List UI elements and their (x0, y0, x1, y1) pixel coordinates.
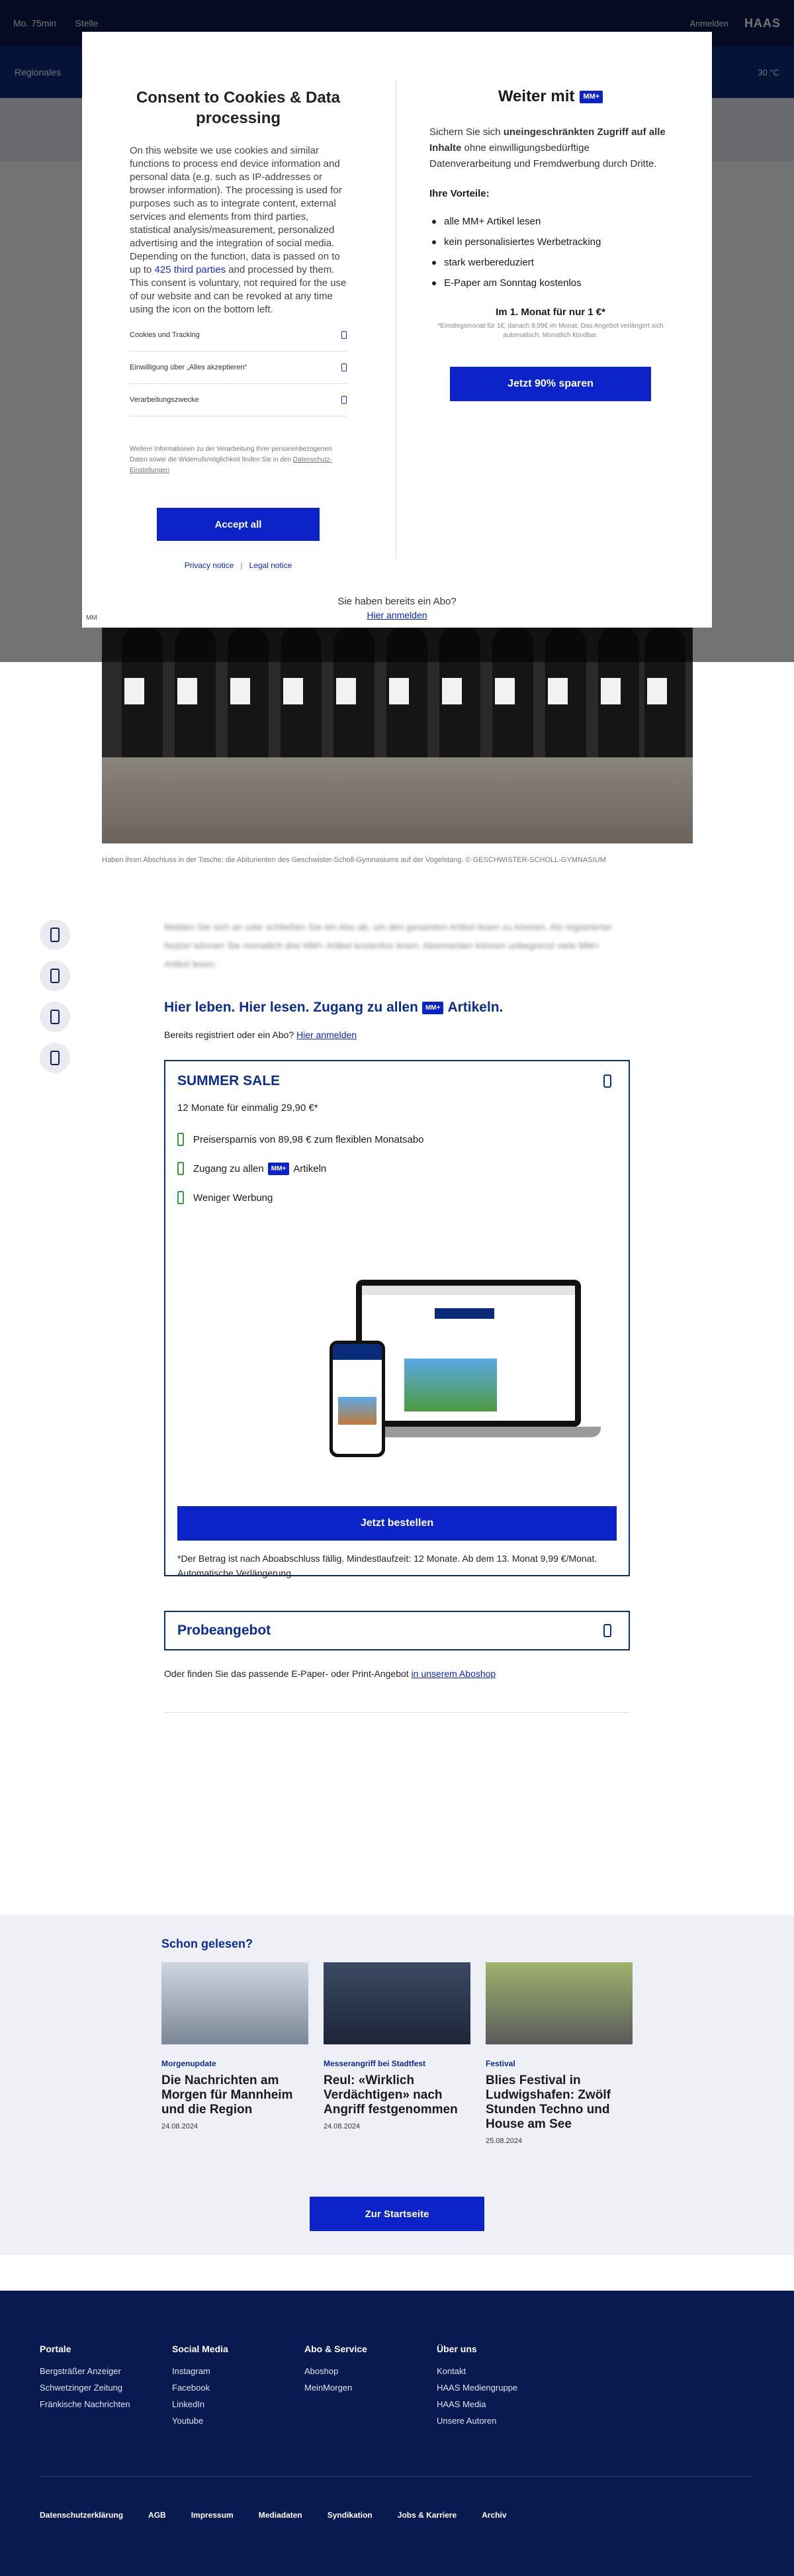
footer-link[interactable]: HAAS Mediengruppe (437, 2383, 518, 2393)
footer-link[interactable]: Youtube (172, 2416, 204, 2426)
paywall-title: Hier leben. Hier lesen. Zugang zu allen MM+ Artikeln. (164, 1000, 504, 1015)
mail-icon[interactable] (40, 1043, 70, 1073)
aboshop-link[interactable]: in unserem Aboshop (411, 1668, 496, 1679)
footer-col-portale: Portale Bergsträßer Anzeiger Schwetzinger Zeitung Fränkische Nachrichten (40, 2344, 165, 2409)
article-card[interactable]: Messerangriff bei Stadtfest Reul: «Wirklich Verdächtigen» nach Angriff festgenommen 24.08.2024 (324, 1962, 470, 2130)
footer-link[interactable]: Unsere Autoren (437, 2416, 497, 2426)
footer-divider (40, 2476, 753, 2477)
footer-link[interactable]: Bergsträßer Anzeiger (40, 2366, 121, 2376)
subscription-lead: Sichern Sie sich uneingeschränkten Zugriff auf alle Inhalte ohne einwilligungsbedürftige Datenverarbeitung und Fremdwerbung durch Dritte. (429, 126, 666, 169)
footer-link[interactable]: AGB (148, 2510, 166, 2520)
read-section (0, 1915, 794, 2255)
article-card[interactable]: Festival Blies Festival in Ludwigshafen: Zwölf Stunden Techno und House am See 25.08.2024 (486, 1962, 633, 2145)
consent-modal (82, 32, 712, 628)
benefits-title: Ihre Vorteile: (429, 188, 490, 199)
footer-link[interactable]: Syndikation (327, 2510, 373, 2520)
feature-item: Preisersparnis von 89,98 € zum flexiblen Monatsabo (177, 1133, 424, 1146)
price-label: Im 1. Monat für nur 1 €* (496, 307, 605, 318)
device-mockup-image (250, 1280, 535, 1465)
offer-fineprint: *Der Betrag ist nach Aboabschluss fällig. Mindestlaufzeit: 12 Monate. Ab dem 13. Monat 9,99 €/Monat. Automatische Verlängerung. (177, 1553, 597, 1578)
chevron-up-icon[interactable] (603, 1074, 611, 1088)
benefits-list: alle MM+ Artikel lesen kein personalisiertes Werbetracking stark werbereduziert E-Paper am Sonntag kostenlos (429, 211, 672, 293)
footer-col-social: Social Media Instagram Facebook LinkedIn Youtube (172, 2344, 298, 2426)
summer-sale-offer (164, 1060, 630, 1576)
feature-item: Weniger Werbung (177, 1191, 273, 1204)
mm-plus-badge: MM+ (422, 1002, 444, 1014)
footer-col-service: Abo & Service Aboshop MeinMorgen (304, 2344, 430, 2393)
trial-title: Probeangebot (177, 1623, 271, 1638)
consent-option[interactable]: Cookies und Tracking (130, 319, 347, 352)
consent-title: Consent to Cookies & Data processing (136, 89, 341, 127)
footer-legal-links (40, 2510, 507, 2520)
chevron-down-icon (341, 396, 347, 404)
footer-link[interactable]: Archiv (482, 2510, 507, 2520)
login-link[interactable]: Hier anmelden (296, 1029, 357, 1040)
chevron-down-icon[interactable] (603, 1624, 611, 1637)
consent-panel (82, 32, 396, 628)
footer-link[interactable]: Kontakt (437, 2366, 466, 2376)
feature-item: Zugang zu allen MM+ Artikeln (177, 1162, 326, 1175)
footer-link[interactable]: Fränkische Nachrichten (40, 2399, 130, 2409)
consent-option[interactable]: Einwilligung über „Alles akzeptieren“ (130, 352, 347, 384)
footer-link[interactable]: HAAS Media (437, 2399, 486, 2409)
chevron-down-icon (341, 331, 347, 339)
image-credit: © GESCHWISTER-SCHOLL-GYMNASIUM (465, 856, 606, 864)
offer-subtitle: 12 Monate für einmalig 29,90 €* (177, 1102, 318, 1114)
mm-plus-badge: MM+ (580, 91, 603, 103)
footer-link[interactable]: Jobs & Karriere (397, 2510, 457, 2520)
consent-settings-icon[interactable]: MM (86, 614, 97, 622)
footer (0, 2291, 794, 2576)
consent-more-info: Weitere Informationen zu der Verarbeitung Ihrer personenbezogenen Daten sowie die Widerrufsmöglichkeit finden Sie in den Datenschutz-Einstellungen (130, 446, 332, 474)
print-icon[interactable] (40, 1002, 70, 1032)
shop-hint: Oder finden Sie das passende E-Paper- oder Print-Angebot in unserem Aboshop (164, 1668, 496, 1679)
has-abo-section: Sie haben bereits ein Abo? Hier anmelden (82, 596, 712, 620)
subscription-title: Weiter mit MM+ (429, 87, 672, 106)
read-section-title: Schon gelesen? (161, 1937, 253, 1950)
trial-offer[interactable] (164, 1611, 630, 1650)
already-registered: Bereits registriert oder ein Abo? Hier anmelden (164, 1029, 357, 1040)
footer-link[interactable]: Datenschutzerklärung (40, 2510, 124, 2520)
footer-link[interactable]: Impressum (191, 2510, 234, 2520)
article-card[interactable]: Morgenupdate Die Nachrichten am Morgen für Mannheim und die Region 24.08.2024 (161, 1962, 308, 2130)
price-note: *Einstiegsmonat für 1€, danach 9,99€ im Monat. Das Angebot verlängert sich automatisch. Monatlich kündbar. (437, 322, 664, 339)
subscribe-button[interactable]: Jetzt 90% sparen (450, 367, 651, 401)
consent-intro: On this website we use cookies and similar functions to process end device information and personal data (e.g. such as IP-addresses or browser information). The processing is used for purposes such as to integrate content, external services and elements from third parties, statistical analysis/measurement, personalized advertising and the integration of social media. Depending on the function, data is passed on to up to 425 third parties and processed by them. This consent is voluntary, not required for the use of our website and can be revoked at any time using the icon on the bottom left. (130, 145, 347, 315)
privacy-notice-link[interactable]: Privacy notice (184, 561, 234, 570)
divider (164, 1712, 630, 1713)
image-caption: Haben ihren Abschluss in der Tasche: die Abiturienten des Geschwister-Scholl-Gymnasiums auf der Vogelstang. © GESCHWISTER-SCHOLL-GYMNASIUM (102, 856, 606, 864)
consent-option[interactable]: Verarbeitungszwecke (130, 384, 347, 416)
share-icon[interactable] (40, 920, 70, 950)
footer-link[interactable]: MeinMorgen (304, 2383, 353, 2393)
login-link[interactable]: Hier anmelden (367, 610, 427, 620)
check-icon (177, 1162, 184, 1175)
accept-all-button[interactable]: Accept all (157, 508, 320, 541)
footer-link[interactable]: Mediadaten (258, 2510, 302, 2520)
privacy-settings-link[interactable]: Datenschutz-Einstellungen (130, 456, 332, 474)
order-button[interactable]: Jetzt bestellen (177, 1506, 617, 1541)
subscription-panel (396, 32, 711, 628)
footer-link[interactable]: Aboshop (304, 2366, 339, 2376)
home-button[interactable]: Zur Startseite (310, 2197, 484, 2231)
check-icon (177, 1133, 184, 1146)
footer-col-about: Über uns Kontakt HAAS Mediengruppe HAAS Media Unsere Autoren (437, 2344, 562, 2426)
bookmark-icon[interactable] (40, 961, 70, 991)
footer-link[interactable]: LinkedIn (172, 2399, 205, 2409)
offer-title: SUMMER SALE (177, 1073, 281, 1088)
consent-links: Privacy notice | Legal notice (184, 561, 292, 570)
legal-notice-link[interactable]: Legal notice (249, 561, 292, 570)
footer-link[interactable]: Facebook (172, 2383, 210, 2393)
chevron-down-icon (341, 363, 347, 371)
third-parties-link[interactable]: 425 third parties (154, 264, 226, 275)
footer-link[interactable]: Instagram (172, 2366, 210, 2376)
footer-link[interactable]: Schwetzinger Zeitung (40, 2383, 123, 2393)
paywall-blurred-text: Melden Sie sich an oder schließen Sie ein Abo ab, um den gesamten Artikel lesen zu können. Als registrierter Nutzer können Sie monatlich drei MM+ Artikel kostenlos lesen. Abonnenten können unbegrenzt viele MM+ Artikel lesen. (164, 922, 613, 969)
check-icon (177, 1191, 184, 1204)
